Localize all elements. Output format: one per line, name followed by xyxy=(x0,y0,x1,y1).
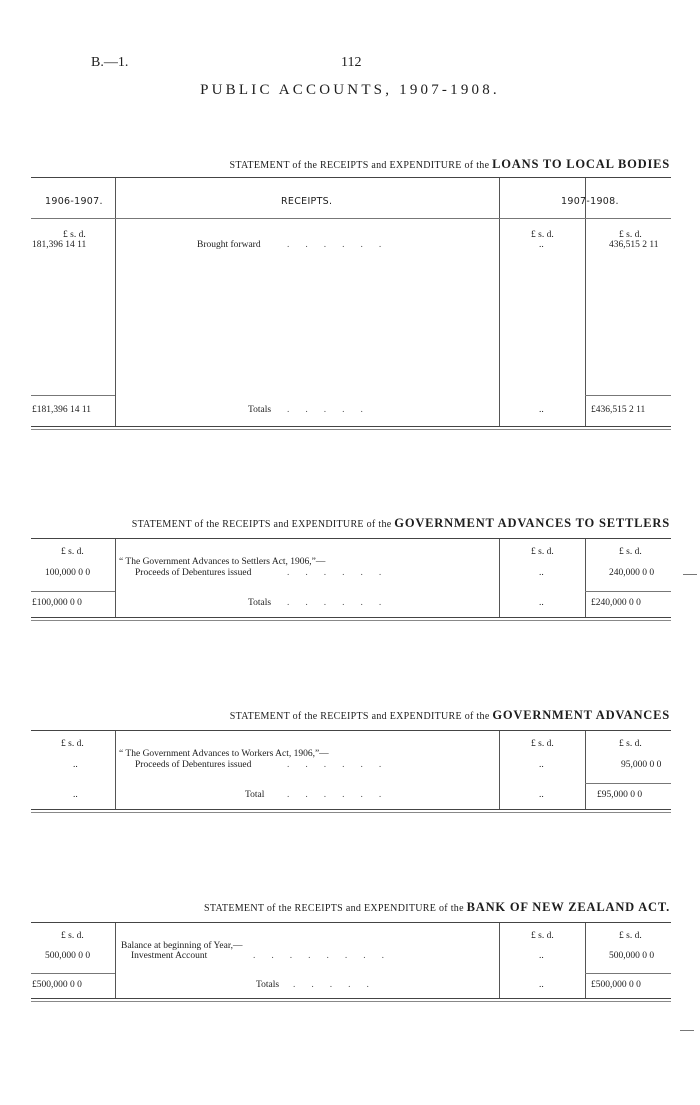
total-mid-amount: .. xyxy=(539,980,544,990)
total-right-amount: £95,000 0 0 xyxy=(597,790,643,800)
row-description: Investment Account xyxy=(131,951,208,961)
row-mid-amount: .. xyxy=(539,240,544,250)
heading-prefix: STATEMENT of the RECEIPTS and EXPENDITURE of the xyxy=(229,711,490,722)
row-mid-amount: .. xyxy=(539,568,544,578)
statement-heading-loans xyxy=(230,157,670,172)
row-description: Proceeds of Debentures issued xyxy=(135,760,252,770)
total-label: Total xyxy=(245,790,265,800)
table-bank-new-zealand xyxy=(31,922,671,999)
margin-mark xyxy=(680,1030,694,1031)
total-left-amount: £100,000 0 0 xyxy=(32,598,82,608)
heading-subject: GOVERNMENT ADVANCES xyxy=(492,708,670,722)
leader-dots: ...... xyxy=(287,598,398,608)
act-title: “ The Government Advances to Settlers Act, 1906,”— xyxy=(119,557,326,567)
currency-header-right: £ s. d. xyxy=(619,547,642,557)
leader-dots: ..... xyxy=(287,405,379,415)
page-number: 112 xyxy=(341,55,362,70)
table-advances-workers xyxy=(31,730,671,810)
page-title: PUBLIC ACCOUNTS, 1907-1908. xyxy=(200,82,500,98)
statement-heading-workers xyxy=(230,708,670,723)
col-header-receipts: RECEIPTS. xyxy=(281,196,333,207)
heading-subject: GOVERNMENT ADVANCES TO SETTLERS xyxy=(394,516,670,530)
leader-dots: ...... xyxy=(287,240,398,250)
statement-heading-bnz xyxy=(204,900,670,915)
currency-header-left: £ s. d. xyxy=(61,547,84,557)
leader-dots: ........ xyxy=(253,951,400,961)
balance-heading: Balance at beginning of Year,— xyxy=(121,941,243,951)
row-right-amount: 240,000 0 0 xyxy=(609,568,655,578)
heading-prefix: STATEMENT of the RECEIPTS and EXPENDITURE of the xyxy=(229,160,490,171)
row-left-amount: .. xyxy=(73,760,78,770)
total-left-amount: .. xyxy=(73,790,78,800)
total-left-amount: £500,000 0 0 xyxy=(32,980,82,990)
currency-header-right: £ s. d. xyxy=(619,230,642,240)
row-right-amount: 500,000 0 0 xyxy=(609,951,655,961)
leader-dots: ..... xyxy=(293,980,385,990)
total-mid-amount: .. xyxy=(539,790,544,800)
total-mid-amount: .. xyxy=(539,405,544,415)
total-right-amount: £240,000 0 0 xyxy=(591,598,641,608)
total-label: Totals xyxy=(256,980,280,990)
col-header-1906-1907: 1906-1907. xyxy=(45,196,103,207)
row-left-amount: 100,000 0 0 xyxy=(45,568,91,578)
heading-prefix: STATEMENT of the RECEIPTS and EXPENDITURE of the xyxy=(131,519,392,530)
page-reference: B.—1. xyxy=(91,55,129,70)
row-right-amount: 95,000 0 0 xyxy=(621,760,662,770)
margin-mark xyxy=(683,574,697,575)
currency-header-mid: £ s. d. xyxy=(531,739,554,749)
leader-dots: ...... xyxy=(287,568,398,578)
currency-header-right: £ s. d. xyxy=(619,931,642,941)
currency-header-mid: £ s. d. xyxy=(531,547,554,557)
total-mid-amount: .. xyxy=(539,598,544,608)
row-mid-amount: .. xyxy=(539,760,544,770)
total-right-amount: £500,000 0 0 xyxy=(591,980,641,990)
currency-header-right: £ s. d. xyxy=(619,739,642,749)
row-left-amount: 181,396 14 11 xyxy=(32,240,87,250)
col-header-1907-1908: 1907-1908. xyxy=(561,196,619,207)
row-description: Proceeds of Debentures issued xyxy=(135,568,252,578)
leader-dots: ...... xyxy=(287,790,398,800)
statement-heading-settlers xyxy=(132,516,670,531)
act-title: “ The Government Advances to Workers Act, 1906,”— xyxy=(119,749,329,759)
total-label: Totals xyxy=(248,598,272,608)
total-label: Totals xyxy=(248,405,272,415)
row-description: Brought forward xyxy=(197,240,261,250)
row-left-amount: 500,000 0 0 xyxy=(45,951,91,961)
heading-subject: BANK OF NEW ZEALAND ACT. xyxy=(466,900,670,914)
total-right-amount: £436,515 2 11 xyxy=(591,405,646,415)
currency-header-mid: £ s. d. xyxy=(531,230,554,240)
row-right-amount: 436,515 2 11 xyxy=(609,240,659,250)
table-loans-local-bodies xyxy=(31,177,671,427)
total-left-amount: £181,396 14 11 xyxy=(32,405,92,415)
currency-header-left: £ s. d. xyxy=(63,230,86,240)
currency-header-mid: £ s. d. xyxy=(531,931,554,941)
currency-header-left: £ s. d. xyxy=(61,739,84,749)
row-mid-amount: .. xyxy=(539,951,544,961)
leader-dots: ...... xyxy=(287,760,398,770)
heading-prefix: STATEMENT of the RECEIPTS and EXPENDITURE of the xyxy=(204,903,464,914)
table-advances-settlers xyxy=(31,538,671,618)
heading-subject: LOANS TO LOCAL BODIES xyxy=(492,157,670,171)
currency-header-left: £ s. d. xyxy=(61,931,84,941)
